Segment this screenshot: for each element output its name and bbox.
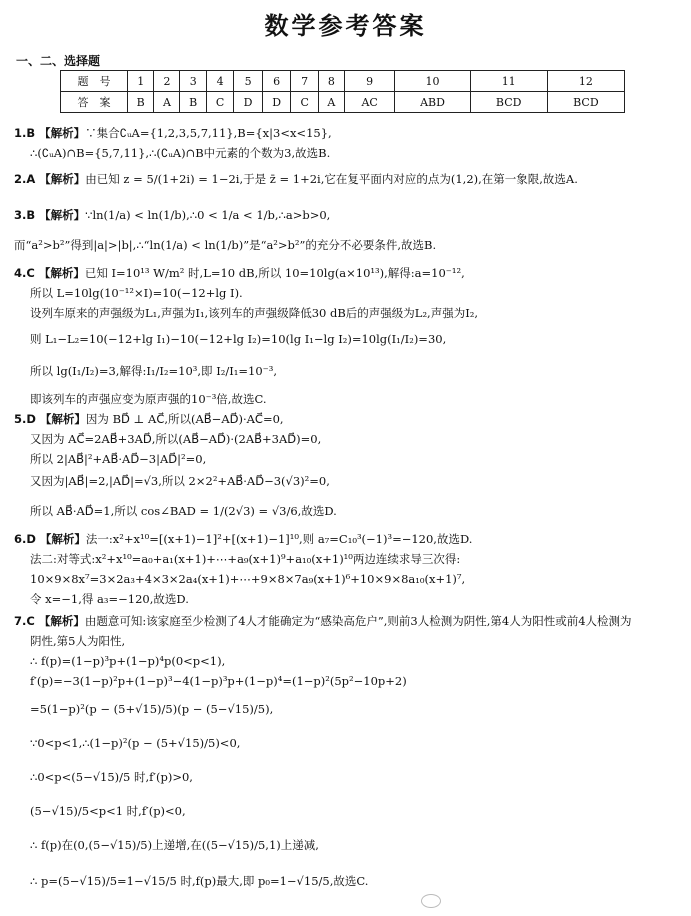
table-cell: 2 [154, 71, 180, 92]
scan-mark-icon [421, 894, 441, 908]
table-cell: 3 [180, 71, 206, 92]
table-cell: C [206, 92, 233, 113]
table-cell: 11 [470, 71, 547, 92]
q1-line: 1.B 【解析】∵集合∁ᵤA={1,2,3,5,7,11},B={x|3<x<15}, [14, 126, 332, 140]
section-heading: 一、二、选择题 [16, 54, 101, 68]
table-cell: C [291, 92, 318, 113]
q4-line: 则 L₁−L₂=10(−12+lg I₁)−10(−12+lg I₂)=10(lg I₁−lg I₂)=10lg(I₁/I₂)=30, [30, 332, 447, 346]
q7-line: (5−√15)/5<p<1 时,f′(p)<0, [30, 804, 186, 818]
analysis-label: 1.B 【解析】 [14, 126, 86, 140]
table-cell: AC [344, 92, 395, 113]
analysis-label: 7.C 【解析】 [14, 614, 85, 628]
q7-line: ∴ f(p)=(1−p)³p+(1−p)⁴p(0<p<1), [30, 654, 226, 668]
answer-row [61, 92, 625, 113]
q7-line: 阴性,第5人为阳性, [30, 634, 126, 648]
q7-line: =5(1−p)²(p − (5+√15)/5)(p − (5−√15)/5), [30, 702, 274, 716]
page-title: 数学参考答案 [264, 12, 427, 40]
table-cell: BCD [547, 92, 624, 113]
table-cell: 10 [395, 71, 470, 92]
q7-line: ∴ f(p)在(0,(5−√15)/5)上递增,在((5−√15)/5,1)上递减, [30, 838, 319, 852]
q5-line: 所以 2|AB⃗|²+AB⃗·AD⃗−3|AD⃗|²=0, [30, 452, 207, 466]
q1-line: ∴(∁ᵤA)∩B={5,7,11},∴(∁ᵤA)∩B中元素的个数为3,故选B. [30, 146, 331, 160]
q6-line: 6.D 【解析】法一:x²+x¹⁰=[(x+1)−1]²+[(x+1)−1]¹⁰,则 a₇=C₁₀³(−1)³=−120,故选D. [14, 532, 473, 546]
row-label: 答 案 [61, 92, 128, 113]
table-cell: 1 [128, 71, 154, 92]
table-cell: 12 [547, 71, 624, 92]
q7-line: 7.C 【解析】由题意可知:该家庭至少检测了4人才能确定为“感染高危户”,则前3人检测为阴性,第4人为阳性或前4人检测为 [14, 614, 632, 628]
table-cell: 5 [234, 71, 263, 92]
q5-line: 5.D 【解析】因为 BD⃗ ⊥ AC⃗,所以(AB⃗−AD⃗)·AC⃗=0, [14, 412, 284, 426]
table-cell: BCD [470, 92, 547, 113]
table-cell: 4 [206, 71, 233, 92]
analysis-label: 5.D 【解析】 [14, 412, 86, 426]
q7-line: ∴0<p<(5−√15)/5 时,f′(p)>0, [30, 770, 193, 784]
table-cell: D [262, 92, 291, 113]
q4-line: 即该列车的声强应变为原声强的10⁻³倍,故选C. [30, 392, 267, 406]
q6-line: 令 x=−1,得 a₃=−120,故选D. [30, 592, 189, 606]
table-cell: A [154, 92, 180, 113]
q5-line: 所以 AB⃗·AD⃗=1,所以 cos∠BAD = 1/(2√3) = √3/6,故选D. [30, 504, 337, 518]
table-cell: B [128, 92, 154, 113]
q6-line: 法二:对等式:x²+x¹⁰=a₀+a₁(x+1)+⋯+a₉(x+1)⁹+a₁₀(x+1)¹⁰两边连续求导三次得: [30, 552, 461, 566]
table-cell: 6 [262, 71, 291, 92]
table-cell: ABD [395, 92, 470, 113]
table-cell: 7 [291, 71, 318, 92]
q4-line: 设列车原来的声强级为L₁,声强为I₁,该列车的声强级降低30 dB后的声强级为L₂,声强为I₂, [30, 306, 479, 320]
analysis-label: 4.C 【解析】 [14, 266, 85, 280]
q4-line: 所以 lg(I₁/I₂)=3,解得:I₁/I₂=10³,即 I₂/I₁=10⁻³, [30, 364, 277, 378]
analysis-label: 3.B 【解析】 [14, 208, 86, 222]
q7-line: ∴ p=(5−√15)/5=1−√15/5 时,f(p)最大,即 p₀=1−√15/5,故选C. [30, 874, 369, 888]
q3-line: 而“a²>b²”得到|a|>|b|,∴“ln(1/a) < ln(1/b)”是“a²>b²”的充分不必要条件,故选B. [14, 238, 437, 252]
question-number-row [61, 71, 625, 92]
analysis-label: 6.D 【解析】 [14, 532, 86, 546]
row-label: 题 号 [61, 71, 128, 92]
table-cell: D [234, 92, 263, 113]
analysis-label: 2.A 【解析】 [14, 172, 86, 186]
table-cell: 8 [318, 71, 344, 92]
table-cell: 9 [344, 71, 395, 92]
table-cell: A [318, 92, 344, 113]
q7-line: f′(p)=−3(1−p)²p+(1−p)³−4(1−p)³p+(1−p)⁴=(1−p)²(5p²−10p+2) [30, 674, 407, 688]
q2-line: 2.A 【解析】由已知 z = 5/(1+2i) = 1−2i,于是 z̄ = 1+2i,它在复平面内对应的点为(1,2),在第一象限,故选A. [14, 172, 578, 186]
table-cell: B [180, 92, 206, 113]
q4-line: 所以 L=10lg(10⁻¹²×I)=10(−12+lg I). [30, 286, 243, 300]
q6-line: 10×9×8x⁷=3×2a₃+4×3×2a₄(x+1)+⋯+9×8×7a₉(x+1)⁶+10×9×8a₁₀(x+1)⁷, [30, 572, 466, 586]
q5-line: 又因为 AC⃗=2AB⃗+3AD⃗,所以(AB⃗−AD⃗)·(2AB⃗+3AD⃗)=0, [30, 432, 322, 446]
q5-line: 又因为|AB⃗|=2,|AD⃗|=√3,所以 2×2²+AB⃗·AD⃗−3(√3)²=0, [30, 474, 330, 488]
q3-line: 3.B 【解析】∵ln(1/a) < ln(1/b),∴0 < 1/a < 1/b,∴a>b>0, [14, 208, 331, 222]
q4-line: 4.C 【解析】已知 I=10¹³ W/m² 时,L=10 dB,所以 10=10lg(a×10¹³),解得:a=10⁻¹², [14, 266, 465, 280]
q7-line: ∵0<p<1,∴(1−p)²(p − (5+√15)/5)<0, [30, 736, 241, 750]
answer-table [60, 70, 625, 113]
